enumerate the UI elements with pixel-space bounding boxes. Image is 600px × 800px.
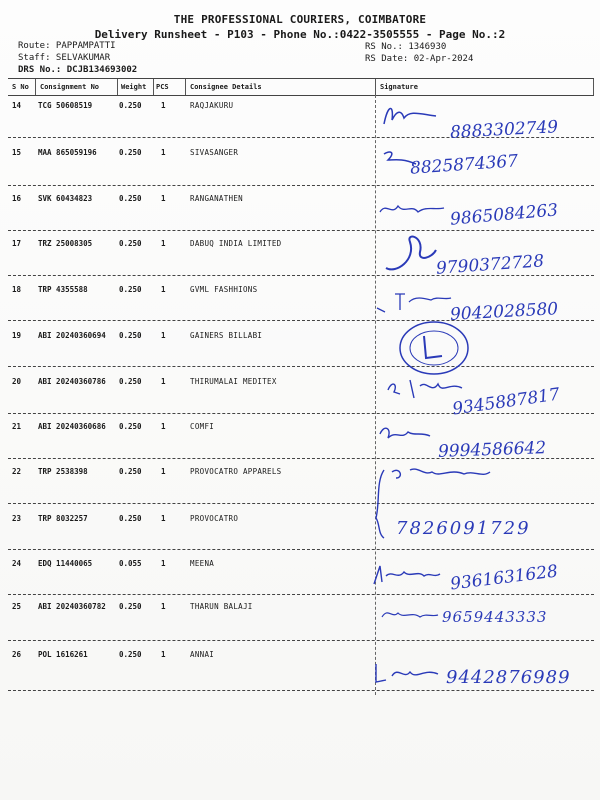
table-row	[0, 285, 600, 299]
row-consignment: TRZ 25008305	[38, 239, 93, 248]
row-consignee: RANGANATHEN	[190, 194, 243, 203]
col-divider	[185, 79, 186, 95]
row-sno: 22	[12, 467, 22, 476]
row-pcs: 1	[161, 467, 166, 476]
col-divider	[375, 79, 376, 95]
row-sno: 20	[12, 377, 22, 386]
document-subtitle: Delivery Runsheet - P103 - Phone No.:0422-3505555 - Page No.:2	[94, 28, 506, 41]
row-weight: 0.250	[119, 467, 142, 476]
col-consignee: Consignee Details	[190, 83, 262, 91]
col-divider	[593, 79, 594, 95]
row-sno: 19	[12, 331, 22, 340]
route-label: Route: PAPPAMPATTI	[18, 41, 116, 51]
row-pcs: 1	[161, 194, 166, 203]
row-pcs: 1	[161, 148, 166, 157]
row-sno: 26	[12, 650, 22, 659]
table-row	[0, 377, 600, 391]
row-consignee: THARUN BALAJI	[190, 602, 253, 611]
signature-phone: 9865084263	[449, 200, 559, 230]
table-row	[0, 331, 600, 345]
row-consignment: TRP 2538398	[38, 467, 88, 476]
signature-scribble	[378, 198, 448, 222]
col-weight: Weight	[121, 83, 147, 91]
row-sno: 25	[12, 602, 22, 611]
row-consignee: SIVASANGER	[190, 148, 239, 157]
signature-phone: 9994586642	[437, 438, 547, 462]
row-pcs: 1	[161, 285, 166, 294]
row-consignment: MAA 865059196	[38, 148, 97, 157]
row-consignment: TRP 8032257	[38, 514, 88, 523]
row-divider	[8, 549, 594, 550]
row-consignee: DABUQ INDIA LIMITED	[190, 239, 282, 248]
row-divider	[8, 413, 594, 414]
table-row	[0, 650, 600, 664]
row-divider	[8, 640, 594, 641]
col-sno: S No	[12, 83, 29, 91]
row-weight: 0.250	[119, 602, 142, 611]
signature-scribble	[372, 658, 442, 688]
row-consignee: COMFI	[190, 422, 215, 431]
row-sno: 23	[12, 514, 22, 523]
row-consignee: ANNAI	[190, 650, 215, 659]
route-info	[18, 40, 137, 76]
signature-phone: 9361631628	[449, 561, 559, 595]
row-weight: 0.250	[119, 377, 142, 386]
row-weight: 0.250	[119, 331, 142, 340]
row-divider	[8, 366, 594, 367]
col-consignment: Consignment No	[40, 83, 100, 91]
rs-number: RS No.: 1346930	[365, 42, 447, 52]
document-title: THE PROFESSIONAL COURIERS, COIMBATORE	[173, 13, 427, 26]
signature-phone: 9345887817	[451, 384, 562, 420]
row-consignee: PROVOCATRO	[190, 514, 239, 523]
row-sno: 17	[12, 239, 22, 248]
row-sno: 18	[12, 285, 22, 294]
row-consignee: THIRUMALAI MEDITEX	[190, 377, 277, 386]
table-row	[0, 422, 600, 436]
row-divider	[8, 594, 594, 595]
row-consignment: ABI 20240360694	[38, 331, 106, 340]
row-consignee: PROVOCATRO APPARELS	[190, 467, 282, 476]
col-pcs: PCS	[156, 83, 169, 91]
header-bottom-rule	[8, 95, 594, 96]
row-consignment: ABI 20240360786	[38, 377, 106, 386]
table-top-rule	[8, 78, 594, 79]
col-signature: Signature	[380, 83, 418, 91]
signature-scribble	[380, 228, 440, 278]
signature-scribble	[380, 603, 440, 625]
row-consignment: TRP 4355588	[38, 285, 88, 294]
row-pcs: 1	[161, 559, 166, 568]
row-weight: 0.250	[119, 422, 142, 431]
table-row	[0, 239, 600, 253]
row-pcs: 1	[161, 331, 166, 340]
row-consignee: GAINERS BILLABI	[190, 331, 263, 340]
signature-scribble	[380, 100, 440, 132]
signature-phone: 8883302749	[449, 117, 559, 143]
row-weight: 0.250	[119, 285, 142, 294]
table-row	[0, 101, 600, 115]
col-divider	[35, 79, 36, 95]
signature-scribble	[372, 562, 442, 588]
col-divider	[117, 79, 118, 95]
row-consignment: ABI 20240360686	[38, 422, 106, 431]
row-sno: 15	[12, 148, 22, 157]
row-consignee: RAQJAKURU	[190, 101, 234, 110]
staff-label: Staff: SELVAKUMAR	[18, 53, 111, 63]
row-pcs: 1	[161, 650, 166, 659]
row-pcs: 1	[161, 422, 166, 431]
row-weight: 0.250	[119, 101, 142, 110]
row-consignee: MEENA	[190, 559, 215, 568]
signature-scribble	[376, 422, 436, 446]
row-weight: 0.250	[119, 650, 142, 659]
row-weight: 0.250	[119, 514, 142, 523]
row-pcs: 1	[161, 602, 166, 611]
signature-phone: 9659443333	[442, 608, 548, 626]
row-sno: 16	[12, 194, 22, 203]
row-divider	[8, 275, 594, 276]
rs-date: RS Date: 02-Apr-2024	[365, 54, 474, 64]
signature-scribble	[375, 288, 455, 316]
row-pcs: 1	[161, 377, 166, 386]
col-divider	[153, 79, 154, 95]
row-divider	[8, 185, 594, 186]
row-pcs: 1	[161, 239, 166, 248]
row-consignment: TCG 50608519	[38, 101, 93, 110]
rs-info	[365, 41, 473, 65]
signature-phone: 9442876989	[446, 667, 571, 688]
row-consignment: ABI 20240360782	[38, 602, 106, 611]
row-weight: 0.055	[119, 559, 142, 568]
row-weight: 0.250	[119, 148, 142, 157]
row-weight: 0.250	[119, 194, 142, 203]
row-consignee: GVML FASHHIONS	[190, 285, 258, 294]
row-divider	[8, 690, 594, 691]
row-divider	[8, 230, 594, 231]
row-consignment: EDQ 11440065	[38, 559, 93, 568]
row-weight: 0.250	[119, 239, 142, 248]
signature-phone: 7826091729	[396, 518, 531, 539]
signature-phone: 9042028580	[449, 299, 559, 325]
drs-number: DRS No.: DCJB134693002	[18, 65, 138, 75]
row-sno: 24	[12, 559, 22, 568]
row-sno: 21	[12, 422, 22, 431]
row-pcs: 1	[161, 101, 166, 110]
stamp-icon	[394, 318, 474, 378]
signature-phone: 8825874367	[409, 151, 519, 179]
signature-phone: 9790372728	[435, 251, 545, 279]
row-consignment: POL 1616261	[38, 650, 88, 659]
row-consignment: SVK 60434823	[38, 194, 93, 203]
row-pcs: 1	[161, 514, 166, 523]
row-sno: 14	[12, 101, 22, 110]
